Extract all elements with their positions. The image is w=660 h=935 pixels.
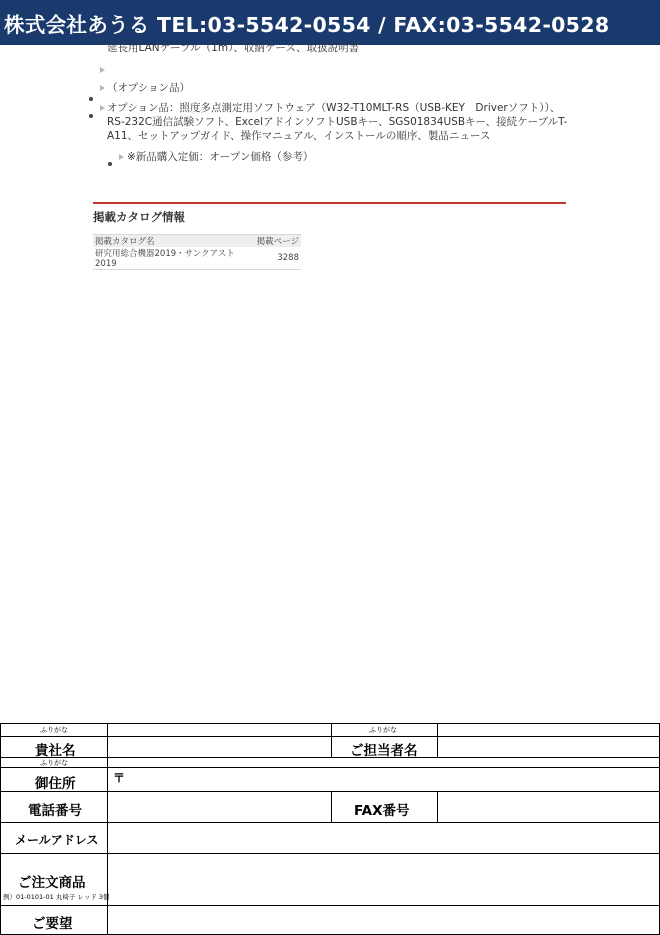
option-description-line1: オプション品：照度多点測定用ソフトウェア（W32-T10MLT-RS（USB-KEY Driverソフト））、	[107, 102, 561, 114]
furigana-label: ふりがな	[369, 726, 397, 734]
request-input[interactable]	[107, 905, 660, 935]
bullet-icon	[89, 114, 93, 118]
contact-furigana-input[interactable]	[437, 723, 660, 737]
bullet-icon	[89, 97, 93, 101]
furigana-label: ふりがな	[40, 726, 68, 734]
arrow-icon	[100, 85, 105, 91]
email-label-cell	[0, 822, 108, 854]
furigana-cell	[331, 723, 438, 737]
company-input[interactable]	[107, 736, 332, 758]
header-contact-text: 株式会社あうる TEL:03-5542-0554 / FAX:03-5542-0528	[4, 13, 610, 37]
fax-label-cell	[331, 791, 438, 823]
phone-label-cell	[0, 791, 108, 823]
order-item-input[interactable]	[107, 853, 660, 906]
order-item-label: ご注文商品	[18, 875, 86, 891]
order-item-label-cell	[0, 853, 108, 906]
postal-mark: 〒	[113, 771, 126, 785]
catalog-table	[93, 234, 301, 270]
email-input[interactable]	[107, 822, 660, 854]
order-form	[0, 723, 660, 935]
column-header-page: 掲載ページ	[253, 235, 301, 248]
arrow-icon	[100, 67, 105, 73]
fax-input[interactable]	[437, 791, 660, 823]
option-description-line3: A11、セットアップガイド、操作マニュアル、インストールの順序、製品ニュース	[107, 130, 491, 142]
furigana-label: ふりがな	[40, 759, 68, 767]
catalog-page-cell: 3288	[253, 247, 301, 270]
accessory-line: 延長用LANケーブル（1m）、収納ケース、取扱説明書	[107, 42, 360, 54]
arrow-icon	[119, 154, 124, 160]
option-heading: （オプション品）	[107, 82, 191, 94]
address-input[interactable]	[107, 767, 660, 792]
table-row	[93, 247, 301, 270]
header-bar	[0, 0, 660, 45]
section-divider	[93, 202, 566, 204]
request-label-cell	[0, 905, 108, 935]
table-header-row	[93, 235, 301, 248]
price-note: ※新品購入定価：オープン価格（参考）	[127, 151, 314, 163]
address-label-cell	[0, 767, 108, 792]
request-label: ご要望	[32, 916, 73, 932]
contact-label: ご担当者名	[350, 743, 418, 759]
phone-input[interactable]	[107, 791, 332, 823]
company-label-cell	[0, 736, 108, 758]
column-header-catalog-name: 掲載カタログ名	[93, 235, 253, 248]
option-description-line2: RS-232C通信試験ソフト、ExcelアドインソフトUSBキー、SGS01834USBキー、接続ケーブルT-	[107, 116, 568, 128]
fax-label: FAX番号	[354, 803, 410, 819]
company-label: 貴社名	[35, 743, 76, 759]
address-label: 御住所	[35, 776, 76, 792]
order-example-text: 例）01-0101-01 丸椅子 レッド 3個	[3, 893, 110, 901]
catalog-section-title: 掲載カタログ情報	[93, 210, 185, 224]
phone-label: 電話番号	[28, 803, 82, 819]
contact-label-cell	[331, 736, 438, 758]
bullet-icon	[108, 162, 112, 166]
company-furigana-input[interactable]	[107, 723, 332, 737]
catalog-name-cell: 研究用総合機器2019・サンクアスト2019	[93, 247, 253, 270]
contact-input[interactable]	[437, 736, 660, 758]
email-label: メールアドレス	[15, 833, 99, 847]
furigana-cell	[0, 723, 108, 737]
arrow-icon	[100, 105, 105, 111]
